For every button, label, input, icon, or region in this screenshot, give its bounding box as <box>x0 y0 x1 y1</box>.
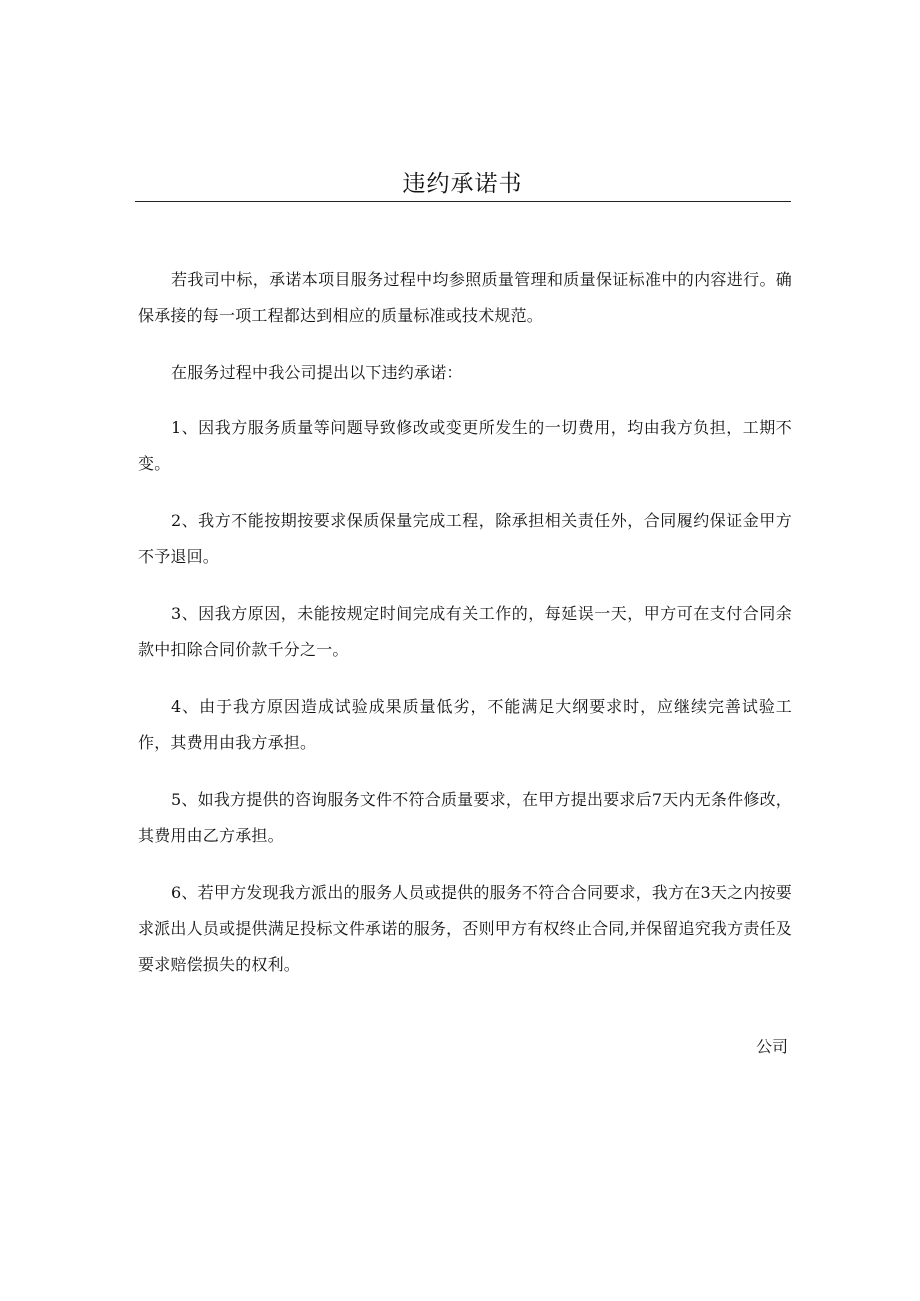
commitment-item-6: 6、若甲方发现我方派出的服务人员或提供的服务不符合合同要求，我方在3天之内按要求派出人员或提供满足投标文件承诺的服务，否则甲方有权终止合同,并保留追究我方责任及要求赔偿损失的权利。 <box>138 883 792 974</box>
commitment-item-3: 3、因我方原因，未能按规定时间完成有关工作的，每延误一天，甲方可在支付合同余款中扣除合同价款千分之一。 <box>138 604 792 659</box>
document-title: 违约承诺书 <box>402 171 523 197</box>
title-underline <box>135 201 791 202</box>
document-body <box>138 262 792 1004</box>
commitment-item-4: 4、由于我方原因造成试验成果质量低劣，不能满足大纲要求时，应继续完善试验工作，其费用由我方承担。 <box>138 697 792 752</box>
commitment-item-2: 2、我方不能按期按要求保质保量完成工程，除承担相关责任外，合同履约保证金甲方不予退回。 <box>138 511 792 566</box>
commitment-item-5: 5、如我方提供的咨询服务文件不符合质量要求，在甲方提出要求后7天内无条件修改，其费用由乙方承担。 <box>138 790 792 845</box>
lead-paragraph: 在服务过程中我公司提出以下违约承诺： <box>171 363 463 382</box>
company-signature: 公司 <box>755 1037 788 1056</box>
commitment-item-1: 1、因我方服务质量等问题导致修改或变更所发生的一切费用，均由我方负担，工期不变。 <box>138 418 792 473</box>
intro-paragraph: 若我司中标，承诺本项目服务过程中均参照质量管理和质量保证标准中的内容进行。确保承接的每一项工程都达到相应的质量标准或技术规范。 <box>138 270 792 325</box>
